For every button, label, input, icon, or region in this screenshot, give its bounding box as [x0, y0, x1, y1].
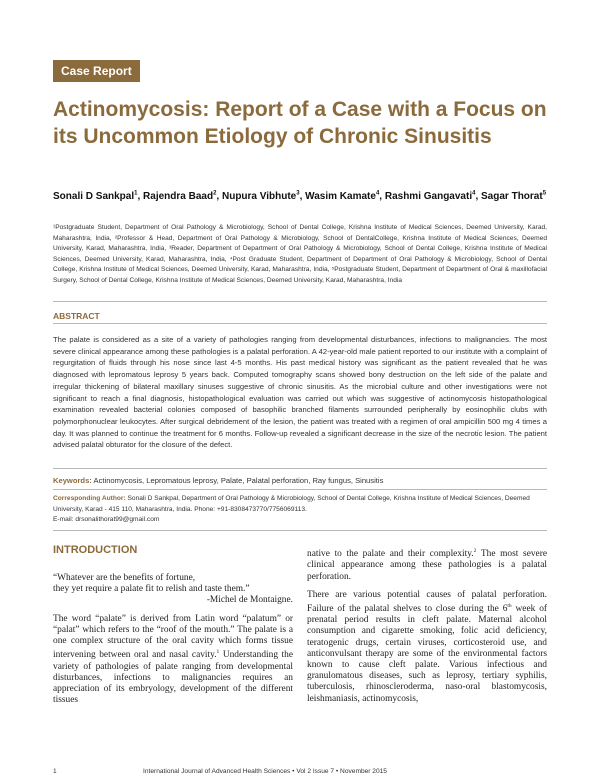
- epigraph-line: they yet require a palate fit to relish and taste them.”: [53, 584, 250, 595]
- article-title: Actinomycosis: Report of a Case with a Focus on its Uncommon Etiology of Chronic Sinusitis: [53, 98, 547, 148]
- abstract-heading: ABSTRACT: [53, 311, 100, 321]
- abstract-text: The palate is considered as a site of a variety of pathologies ranging from developmental disturbances, infections to malignancies. The most severe clinical appearance among these pathologies is a palatal perforation. A 42-year-old male patient reported to our institute with a complaint of regurgitation of fluids through his nose since last 4-5 months. His past medical history was significant as the patient revealed that he was diagnosed with lepromatous leprosy 5 years back. Computed tomography scans showed bony destruction on the left side of the palate and irregular thickening of bilateral maxillary sinuses suggestive of chronic sinusitis. As the microbial culture and other investigations were not significant to reach a final diagnosis, histopathological evaluation was carried out which was suggestive of actinomycosis histopathological examination revealed bacterial colonies composed of basophilic branched filaments surrounded peripherally by eosinophilic clubs with polymorphonuclear leukocytes. After surgical debridement of the lesion, the patient was treated with a regimen of oral ampicillin 500 mg 4 times a day. It was planned to continue the treatment for 6 months. Follow-up revealed a significant decrease in the size of the necrotic lesion. The patient advised palatal obturator for the closure of the defect.: [53, 335, 547, 450]
- introduction-heading: INTRODUCTION: [53, 544, 138, 556]
- divider: [53, 489, 547, 490]
- divider: [53, 323, 547, 324]
- epigraph-line: “Whatever are the benefits of fortune,: [53, 573, 196, 583]
- author: Rashmi Gangavati$^4$,: [384, 191, 482, 203]
- right-column: [307, 546, 547, 712]
- body-paragraph: There are various potential causes of palatal perforation. Failure of the palatal shelves to close during the 6th week of prenatal period results in cleft palate. Maternal alcohol consumption and cigarette smoking, folic acid deficiency, teratogenic drugs, certain viruses, corticosteroid use, and anticonvulsant therapy are some of the environmental factors known to cause cleft palate. Various infectious and granulomatous diseases, such as leprosy, tertiary syphilis, tuberculosis, rhinoscleroderma, naso-oral blastomycosis, leishmaniasis, actinomycosis,: [307, 589, 547, 704]
- corresponding-author-text: Sonali D Sankpal, Department of Oral Pathology & Microbiology, School of Dental College, Krishna Institute of Medical Sciences, Deemed University, Karad - 415 110, Maharashtra, India. Phone: +91-8308473770/7756069113.: [53, 495, 530, 513]
- epigraph-author: -Michel de Montaigne.: [206, 595, 293, 606]
- page-number: 1: [53, 768, 57, 775]
- journal-citation: International Journal of Advanced Health Sciences • Vol 2 Issue 7 • November 2015: [143, 768, 387, 775]
- corresponding-author: [53, 494, 547, 526]
- author-affiliations: ¹Postgraduate Student, Department of Oral Pathology & Microbiology, School of Dental College, Krishna Institute of Medical Sciences, Deemed University, Karad, Maharashtra, India, ²Professor & Head, Department of Oral Pathology & Microbiology, School of DentalCollege, Krishna Institute of Medical Sciences, Deemed University, Karad, Maharashtra, India, ³Reader, Department of Department of Oral Pathology & Microbiology, School of Dental College, Krishna Institute of Medical Sciences, Deemed University, Karad, Maharashtra, India, ⁴Post Graduate Student, Department of Department of Oral Pathology & Microbiology, School of Dental College, Krishna Institute of Medical Sciences, Deemed University, Karad, Maharashtra, India, ⁵Postgraduate Student, Department of Department of Oral & maxillofacial Surgery, School of Dental College, Krishna Institute of Medical Sciences, Deemed University, Karad, Maharashtra, India: [53, 224, 547, 284]
- corresponding-email[interactable]: E-mail: drsonalithorat99@gmail.com: [53, 516, 160, 524]
- corresponding-author-label: Corresponding Author:: [53, 495, 126, 502]
- keywords-text: Actinomycosis, Lepromatous leprosy, Palate, Palatal perforation, Ray fungus, Sinusitis: [93, 476, 384, 485]
- author: Nupura Vibhute$^3$,: [221, 191, 306, 203]
- author: Sonali D Sankpal$^1$,: [53, 191, 144, 203]
- divider: [53, 468, 547, 469]
- keywords: [53, 475, 547, 486]
- keywords-label: Keywords:: [53, 476, 92, 485]
- divider: [53, 530, 547, 531]
- author: Sagar Thorat$^5$: [481, 191, 547, 203]
- author-list: [53, 187, 553, 204]
- epigraph: [53, 573, 293, 607]
- author: Rajendra Baad$^2$,: [143, 191, 222, 203]
- body-paragraph: native to the palate and their complexity.$^2$ The most severe clinical appearance among these pathologies is a palatal perforation.: [307, 548, 547, 582]
- body-paragraph: The word “palate” is derived from Latin word “palatum” or “palat” which refers to the “roof of the mouth.” The palate is a one complex structure of the oral cavity which forms tissue intervening between oral and nasal cavity.$^1$ Understanding the variety of pathologies of palate ranging from developmental disturbances, infections to malignancies requires an appreciation of its embryology, development of the different tissues: [53, 613, 293, 706]
- divider: [53, 301, 547, 302]
- article-type-badge: Case Report: [53, 60, 140, 82]
- author: Wasim Kamate$^4$,: [305, 191, 385, 203]
- left-column: [53, 573, 293, 713]
